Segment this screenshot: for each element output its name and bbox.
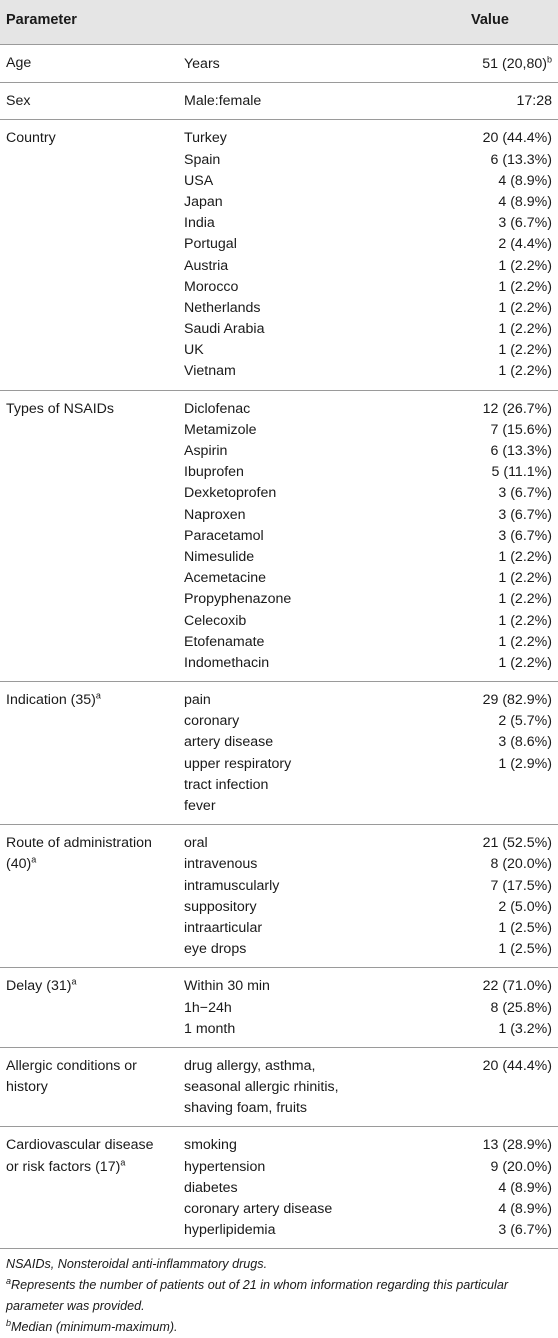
footnote-abbreviation: NSAIDs, Nonsteroidal anti-inflammatory drugs.	[6, 1257, 268, 1272]
table-row	[184, 918, 558, 939]
row-value-text: 6 (13.3%)	[490, 443, 552, 459]
row-value	[483, 833, 552, 854]
row-value-text: 22 (71.0%)	[482, 978, 552, 995]
table-row	[184, 483, 558, 504]
row-value-text: 7 (17.5%)	[490, 877, 552, 894]
value-column-header: Value	[471, 12, 509, 28]
table-row	[184, 91, 558, 112]
table-row	[184, 256, 558, 277]
row-value-text: 7 (15.6%)	[490, 421, 552, 438]
row-value	[498, 340, 552, 361]
table-row	[184, 1098, 558, 1119]
row-value-text: 1 (2.2%)	[498, 612, 552, 629]
table-row	[184, 1157, 558, 1178]
table-row	[184, 234, 558, 255]
table-row	[184, 1178, 558, 1199]
table-row	[184, 441, 558, 462]
row-value	[498, 319, 552, 340]
row-value	[498, 547, 552, 568]
table-row	[184, 1019, 558, 1040]
parameter-text: Delay (31)	[6, 978, 72, 995]
row-description: smoking	[184, 1137, 237, 1154]
table-row	[184, 150, 558, 171]
row-value-text: 21 (52.5%)	[482, 835, 552, 852]
row-description: intravenous	[184, 856, 258, 873]
parameter-footnote-mark: a	[120, 1156, 126, 1167]
row-value-text: 1 (2.5%)	[498, 919, 552, 936]
row-value-text: 8 (20.0%)	[490, 856, 552, 873]
parameter-label	[6, 91, 166, 112]
row-value	[483, 1056, 552, 1077]
row-description: Naproxen	[184, 506, 246, 523]
footnote-a	[6, 1275, 552, 1317]
parameter-label	[6, 976, 166, 997]
row-value-text: 29 (82.9%)	[482, 692, 552, 709]
row-value-text: 2 (4.4%)	[498, 236, 552, 253]
parameter-text: Types of NSAIDs	[6, 400, 115, 417]
row-value-text: 2 (5.7%)	[498, 713, 552, 730]
row-description: Netherlands	[184, 299, 261, 316]
row-description: Etofenamate	[184, 633, 265, 650]
row-value-text: 9 (20.0%)	[490, 1158, 552, 1175]
row-value	[516, 91, 552, 112]
row-description: oral	[184, 835, 208, 852]
row-value	[483, 976, 552, 997]
row-description: fever	[184, 798, 216, 814]
row-value-text: 1 (2.2%)	[498, 299, 552, 316]
table-row	[184, 632, 558, 653]
row-description: Acemetacine	[184, 570, 267, 587]
table-row	[184, 361, 558, 382]
row-value	[498, 361, 552, 382]
row-value	[498, 234, 552, 255]
row-value	[498, 918, 552, 939]
row-description: Turkey	[184, 130, 227, 147]
row-description: Nimesulide	[184, 548, 255, 565]
row-value-text: 6 (13.3%)	[490, 151, 552, 168]
row-value-text: 1 (2.2%)	[498, 633, 552, 650]
row-description: 1 month	[184, 1020, 236, 1037]
row-description: Paracetamol	[184, 527, 264, 544]
table-row	[184, 505, 558, 526]
row-value-text: 8 (25.8%)	[490, 999, 552, 1016]
row-value-text: 3 (6.7%)	[498, 527, 552, 544]
row-description: Morocco	[184, 278, 239, 295]
table-row	[184, 796, 558, 817]
parameter-label	[6, 128, 166, 149]
table-row	[184, 711, 558, 732]
table-row	[184, 775, 558, 796]
row-description: hyperlipidemia	[184, 1222, 276, 1239]
parameter-footnote-mark: a	[31, 854, 37, 865]
table-section	[0, 1127, 558, 1249]
row-description: coronary	[184, 713, 240, 730]
row-description: suppository	[184, 898, 257, 915]
parameter-label	[6, 1135, 166, 1177]
row-value	[498, 611, 552, 632]
table-row	[184, 277, 558, 298]
table-row	[184, 976, 558, 997]
row-value-text: 1 (2.2%)	[498, 257, 552, 274]
table-row	[184, 998, 558, 1019]
table-row	[184, 319, 558, 340]
row-description: Spain	[184, 151, 221, 168]
table-row	[184, 1077, 558, 1098]
row-description: Celecoxib	[184, 612, 247, 629]
parameter-text: Sex	[6, 93, 31, 110]
parameter-label	[6, 53, 166, 74]
row-description: hypertension	[184, 1158, 266, 1175]
row-description: Metamizole	[184, 421, 257, 438]
row-value	[498, 483, 552, 504]
row-value-text: 1 (3.2%)	[498, 1020, 552, 1037]
table-body	[0, 45, 558, 1249]
parameter-column-header: Parameter	[6, 12, 77, 28]
table-row	[184, 54, 558, 75]
row-value	[490, 150, 552, 171]
table-section	[0, 968, 558, 1048]
table-section	[0, 682, 558, 825]
parameter-label	[6, 399, 166, 420]
row-value	[483, 1135, 552, 1156]
row-value-text: 12 (26.7%)	[482, 400, 552, 417]
row-description: Male:female	[184, 93, 262, 110]
row-value	[483, 128, 552, 149]
row-value	[498, 526, 552, 547]
row-value-text: 3 (6.7%)	[498, 1222, 552, 1239]
row-description: tract infection	[184, 776, 269, 793]
table-header	[0, 0, 558, 45]
row-value	[490, 998, 552, 1019]
row-value	[498, 732, 552, 753]
row-value	[490, 876, 552, 897]
row-value-text: 20 (44.4%)	[482, 1057, 552, 1074]
row-value-text: 1 (2.2%)	[498, 321, 552, 338]
row-description: Portugal	[184, 236, 237, 253]
value-footnote-mark: b	[546, 54, 552, 65]
row-description: Propyphenazone	[184, 591, 292, 608]
row-description: pain	[184, 692, 211, 709]
row-value	[498, 711, 552, 732]
row-description: 1h−24h	[184, 999, 232, 1016]
row-value-text: 1 (2.2%)	[498, 570, 552, 587]
table-row	[184, 653, 558, 674]
table-row	[184, 854, 558, 875]
table-row	[184, 754, 558, 775]
row-description: artery disease	[184, 734, 274, 751]
table-footnotes	[0, 1249, 558, 1338]
table-row	[184, 298, 558, 319]
row-value	[498, 505, 552, 526]
table-row	[184, 399, 558, 420]
row-value	[498, 653, 552, 674]
row-value	[498, 213, 552, 234]
table-section	[0, 45, 558, 83]
table-row	[184, 589, 558, 610]
row-description: Ibuprofen	[184, 464, 244, 481]
row-value	[492, 462, 552, 483]
footnote-b	[6, 1317, 552, 1338]
table-row	[184, 1135, 558, 1156]
row-value	[483, 690, 552, 711]
parameter-text: Cardiovascular disease or risk factors (17)	[6, 1137, 154, 1175]
row-value	[498, 256, 552, 277]
row-value-text: 1 (2.2%)	[498, 654, 552, 671]
row-value	[483, 399, 552, 420]
row-value-text: 3 (6.7%)	[498, 485, 552, 502]
table-row	[184, 213, 558, 234]
row-value-text: 3 (8.6%)	[498, 734, 552, 751]
parameter-label	[6, 690, 166, 711]
row-description: Saudi Arabia	[184, 321, 265, 338]
row-description: drug allergy, asthma,	[184, 1057, 316, 1074]
row-description: shaving foam, fruits	[184, 1100, 308, 1117]
row-value	[490, 854, 552, 875]
row-value-text: 4 (8.9%)	[498, 193, 552, 210]
parameter-text: Age	[6, 55, 32, 71]
row-description: Within 30 min	[184, 978, 270, 995]
parameter-text: Indication (35)	[6, 692, 96, 709]
row-description: India	[184, 215, 215, 232]
row-value-text: 51 (20,80)	[482, 56, 547, 72]
row-value-text: 4 (8.9%)	[498, 1201, 552, 1217]
row-value-text: 1 (2.2%)	[498, 278, 552, 295]
table-row	[184, 192, 558, 213]
row-value-text: 20 (44.4%)	[482, 130, 552, 147]
table-row	[184, 690, 558, 711]
row-value-text: 1 (2.2%)	[498, 342, 552, 359]
table-section	[0, 391, 558, 682]
row-value	[482, 54, 552, 75]
row-description: diabetes	[184, 1179, 238, 1196]
table-row	[184, 462, 558, 483]
table-row	[184, 611, 558, 632]
parameter-text: Allergic conditions or history	[6, 1057, 137, 1096]
row-value-text: 1 (2.2%)	[498, 548, 552, 565]
row-value-text: 1 (2.9%)	[498, 755, 552, 772]
table-row	[184, 420, 558, 441]
row-value-text: 5 (11.1%)	[491, 464, 552, 481]
table-row	[184, 1056, 558, 1077]
row-value-text: 3 (6.7%)	[498, 506, 552, 523]
row-description: Vietnam	[184, 363, 236, 380]
row-description: Diclofenac	[184, 400, 251, 417]
row-description: Austria	[184, 257, 229, 274]
table-row	[184, 1220, 558, 1241]
row-value	[498, 1019, 552, 1040]
row-value-text: 2 (5.0%)	[498, 898, 552, 915]
row-value	[498, 1178, 552, 1199]
row-value	[498, 1220, 552, 1241]
row-value	[498, 632, 552, 653]
row-value-text: 3 (6.7%)	[498, 215, 552, 232]
row-description: coronary artery disease	[184, 1201, 333, 1217]
row-value	[498, 192, 552, 213]
row-value-text: 1 (2.2%)	[498, 591, 552, 608]
row-description: seasonal allergic rhinitis,	[184, 1079, 339, 1096]
table-row	[184, 833, 558, 854]
row-value-text: 1 (2.5%)	[498, 941, 552, 958]
table-row	[184, 547, 558, 568]
row-value	[498, 568, 552, 589]
row-description: intraarticular	[184, 919, 263, 936]
row-description: Years	[184, 56, 220, 72]
row-value	[498, 939, 552, 960]
row-value	[498, 897, 552, 918]
footnote-b-mark: b	[6, 1318, 12, 1329]
row-description: upper respiratory	[184, 755, 292, 772]
row-description: Indomethacin	[184, 654, 270, 671]
table-row	[184, 128, 558, 149]
row-value-text: 17:28	[516, 93, 552, 110]
table-section	[0, 825, 558, 968]
parameter-label	[6, 1056, 166, 1098]
table-row	[184, 171, 558, 192]
row-value	[490, 420, 552, 441]
table-row	[184, 526, 558, 547]
parameter-text: Route of administration (40)	[6, 835, 152, 873]
row-value	[498, 298, 552, 319]
footnote-b-text: Median (minimum-maximum).	[11, 1320, 178, 1335]
row-value-text: 13 (28.9%)	[482, 1137, 552, 1154]
table-row	[184, 897, 558, 918]
table-row	[184, 340, 558, 361]
footnote-a-mark: a	[6, 1276, 12, 1287]
row-value	[498, 171, 552, 192]
row-description: eye drops	[184, 941, 247, 958]
table-section	[0, 1048, 558, 1128]
row-description: USA	[184, 172, 214, 189]
row-value	[498, 1199, 552, 1220]
table-row	[184, 939, 558, 960]
table-row	[184, 876, 558, 897]
parameter-footnote-mark: a	[95, 690, 101, 701]
parameter-footnote-mark: a	[71, 976, 77, 987]
table-section	[0, 83, 558, 120]
row-description: Dexketoprofen	[184, 485, 277, 502]
row-value	[498, 589, 552, 610]
table-row	[184, 732, 558, 753]
row-value	[490, 441, 552, 462]
footnote-a-text: Represents the number of patients out of 21 in whom information regarding this particular parameter was provided.	[6, 1278, 509, 1314]
row-value	[498, 754, 552, 775]
row-description: Aspirin	[184, 443, 228, 459]
row-value-text: 4 (8.9%)	[498, 1179, 552, 1196]
row-value	[490, 1157, 552, 1178]
row-description: Japan	[184, 193, 223, 210]
table-section	[0, 120, 558, 390]
parameter-text: Country	[6, 130, 56, 147]
table-row	[184, 568, 558, 589]
row-description: UK	[184, 342, 204, 359]
row-value	[498, 277, 552, 298]
row-description: intramuscularly	[184, 877, 280, 894]
row-value-text: 4 (8.9%)	[498, 172, 552, 189]
table-row	[184, 1199, 558, 1220]
row-value-text: 1 (2.2%)	[498, 363, 552, 380]
parameter-label	[6, 833, 166, 875]
